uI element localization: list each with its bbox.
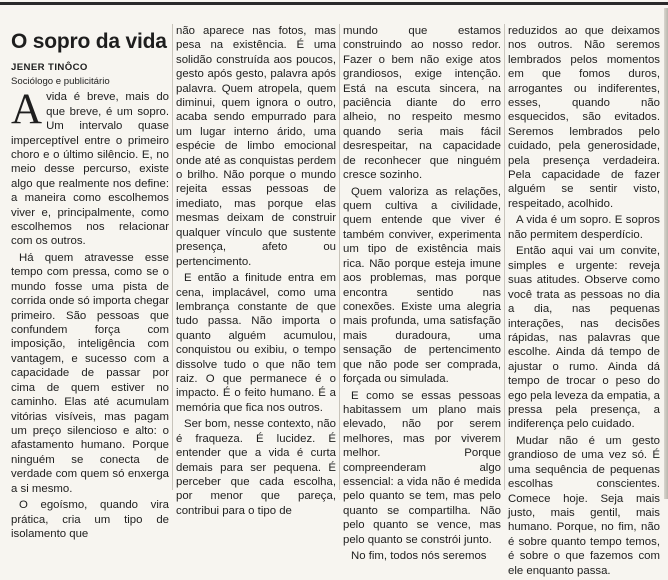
article-column-1 — [11, 24, 169, 544]
paragraph: Ser bom, nesse contexto, não é fraqueza. É lucidez. É entender que a vida é curta demais para ser pequena. É perceber que cada escolha, por menor que pareça, contribui para o tipo de — [176, 418, 336, 517]
top-rule — [0, 2, 668, 5]
article-column-2 — [176, 24, 336, 520]
paragraph: Então aqui vai um convite, simples e urgente: reveja suas atitudes. Observe como você trata as pessoas no dia a dia, nas pequenas interações, nas decisões rápidas, nas palavras que escolhe. Ainda dá tempo de ajustar o rumo. Ainda dá tempo de trocar o peso do ego pela leveza da empatia, a pressa pela presença, a indiferença pelo cuidado. — [508, 245, 660, 431]
drop-cap: A — [11, 86, 43, 134]
paragraph: E então a finitude entra em cena, implacável, como uma lembrança constante de que tudo passa. Não importa o quanto alguém acumulou, conquistou ou exibiu, o tempo dissolve tudo o que não tem raiz. O que permanece é o impacto. É o feito humano. É a memória que fica nos outros. — [176, 272, 336, 414]
article-column-3 — [343, 24, 501, 566]
paragraph: No fim, todos nós seremos — [351, 550, 487, 563]
column-divider — [504, 24, 505, 490]
author-name: JENER TINÔCO — [11, 62, 88, 73]
paragraph: vida é breve, mais do que breve, é um sopro. Um intervalo quase imperceptível entre o primeiro choro e o último silêncio. E, no meio desse percurso, existe algo que realmente nos define: a maneira como escolhemos viver e, principalmente, como escolhemos nos relacionar com os outros. — [11, 91, 169, 248]
paragraph: não aparece nas fotos, mas pesa na existência. É uma solidão construída aos poucos, gesto após gesto, palavra após palavra. Quem atropela, quem diminui, quem ignora o outro, acaba sendo empurrado para um lugar interno árido, uma espécie de limbo emocional onde até as conquistas perdem o brilho. Não porque o mundo rejeita essas pessoas de imediato, mas porque elas mesmas deixam de construir qualquer vínculo que sustente presença, afeto ou pertencimento. — [176, 25, 336, 268]
paragraph: mundo que estamos construindo ao nosso redor. Fazer o bem não exige atos grandiosos, exige intenção. Está na escuta sincera, na paciência diante do erro alheio, no respeito mesmo quando seria mais fácil desrespeitar, na capacidade de reconhecer que ninguém cresce sozinho. — [343, 25, 501, 182]
article-title: O sopro da vida — [11, 30, 167, 53]
column-divider — [172, 24, 173, 490]
paragraph: A vida é um sopro. E sopros não permitem desperdício. — [508, 214, 660, 241]
paragraph: O egoísmo, quando vira prática, cria um tipo de isolamento que — [11, 499, 169, 540]
column-divider — [339, 24, 340, 490]
page-edge-shadow — [664, 8, 668, 499]
paragraph: Mudar não é um gesto grandioso de uma vez só. É uma sequência de pequenas escolhas conscientes. Comece hoje. Seja mais justo, mais gentil, mais humano. Porque, no fim, não é sobre quanto tempo temos, é sobre o que fazemos com ele enquanto passa. — [508, 434, 660, 577]
paragraph: reduzidos ao que deixamos nos outros. Não seremos lembrados pelos momentos em que fomos duros, arrogantes ou indiferentes, esses, quando não esquecidos, são evitados. Seremos lembrados pelo cuidado, pela generosidade, pela presença verdadeira. Pela capacidade de fazer alguém se sentir visto, respeitado, acolhido. — [508, 25, 660, 210]
paragraph: E como se essas pessoas habitassem um plano mais elevado, não por serem melhores, mas por viverem melhor. Porque compreenderam algo essencial: a vida não é medida pelo quanto se tem, mas pelo quanto se compartilha. Não pelo quanto se vence, mas pelo quanto se constrói junto. — [343, 389, 501, 546]
article-column-4 — [508, 24, 660, 580]
author-role: Sociólogo e publicitário — [11, 76, 110, 88]
paragraph: Quem valoriza as relações, quem cultiva a civilidade, quem entende que viver é também conviver, experimenta um tipo de existência mais rica. Não porque esteja imune aos problemas, mas porque encontra sentido nas conexões. Existe uma alegria mais profunda, uma satisfação mais duradoura, uma sensação de pertencimento que não pode ser comprada, forçada ou simulada. — [343, 185, 501, 385]
paragraph: Há quem atravesse esse tempo com pressa, como se o mundo fosse uma pista de corrida onde só importa chegar primeiro. São pessoas que confundem força com imposição, inteligência com vantagem, e sucesso com a capacidade de passar por cima de quem estiver no caminho. Elas até acumulam vitórias visíveis, mas pagam um preço silencioso e alto: o afastamento humano. Porque ninguém se conecta de verdade com quem só enxerga a si mesmo. — [11, 252, 169, 495]
